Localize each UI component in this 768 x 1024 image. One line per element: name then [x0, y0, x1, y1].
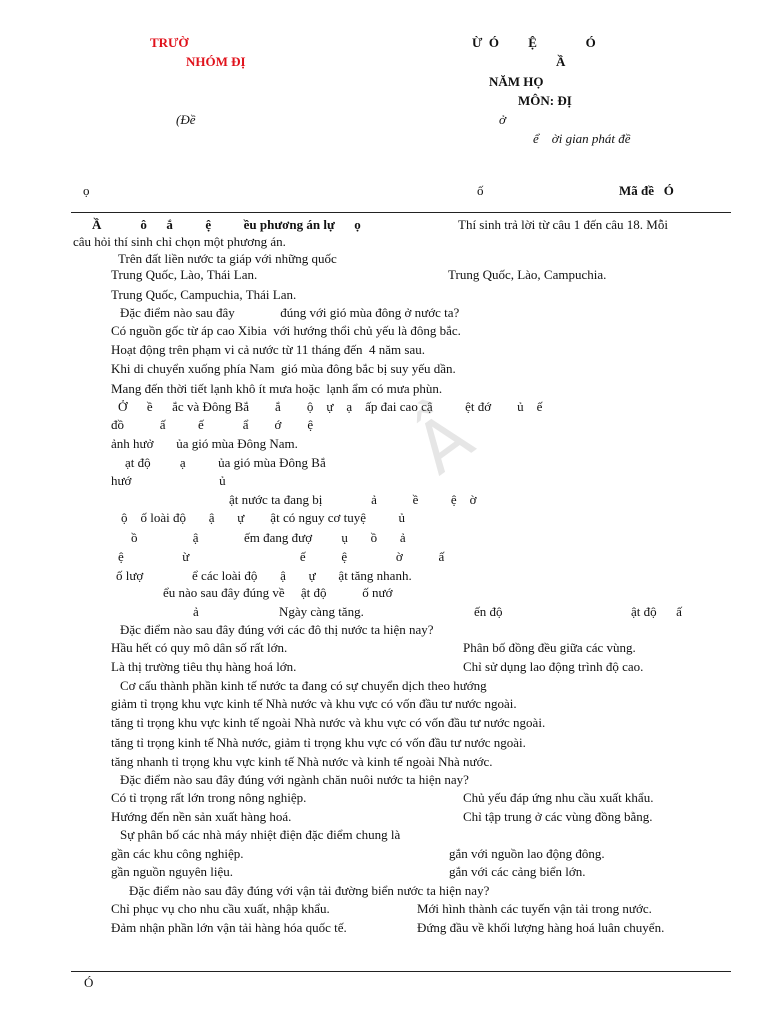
q1-stem: Trên đất liền nước ta giáp với những quốc — [118, 251, 337, 266]
q5-option-d: ật độ ấ — [631, 604, 682, 619]
q4-option-d: ố lượ ể các loài độ ậ ự ật tăng nhanh. — [116, 568, 412, 583]
q4-stem: ật nước ta đang bị ả ề ệ ờ — [229, 492, 477, 507]
q5-option-c: ến độ — [474, 604, 503, 619]
candidate-name-fragment: ọ — [83, 183, 90, 198]
header-divider — [71, 212, 731, 213]
footer-fragment: Ó — [84, 975, 94, 990]
q9-option-d: gắn với các cảng biển lớn. — [449, 864, 586, 879]
watermark-logo: Ầ — [400, 395, 488, 491]
q2-option-a: Có nguồn gốc từ áp cao Xibia với hướng thổi chủ yếu là đông bắc. — [111, 323, 461, 338]
q8-option-d: Chỉ tập trung ở các vùng đồng bằng. — [463, 809, 653, 824]
q6-option-a: Hầu hết có quy mô dân số rất lớn. — [111, 640, 288, 655]
q4-option-b: ồ ậ ếm đang đượ ụ ồ ả — [131, 530, 406, 545]
q1-option-a: Trung Quốc, Lào, Thái Lan. — [111, 267, 258, 282]
q4-option-c: ệ ừ ế ệ ờ ấ — [118, 549, 445, 564]
q2-option-b: Hoạt động trên phạm vi cả nước từ 11 tháng đến 4 năm sau. — [111, 342, 425, 357]
footer-divider — [71, 971, 731, 972]
q8-option-c: Hướng đến nền sản xuất hàng hoá. — [111, 809, 292, 824]
q6-stem: Đặc điểm nào sau đây đúng với các đô thị nước ta hiện nay? — [120, 622, 434, 637]
q6-option-c: Là thị trường tiêu thụ hàng hoá lớn. — [111, 659, 297, 674]
q6-option-b: Phân bố đồng đều giữa các vùng. — [463, 640, 636, 655]
q9-option-a: gần các khu công nghiệp. — [111, 846, 244, 861]
q5-option-a: ả — [193, 604, 199, 619]
q10-option-d: Đứng đầu về khối lượng hàng hoá luân chuyển. — [417, 920, 665, 935]
q3-stem-line2: đồ ấ ế ẩ ớ ệ — [111, 417, 314, 432]
exam-title-line2: Ầ — [556, 54, 566, 69]
q8-stem: Đặc điểm nào sau đây đúng với ngành chăn nuôi nước ta hiện nay? — [120, 772, 469, 787]
q2-stem: Đặc điểm nào sau đây đúng với gió mùa đông ở nước ta? — [120, 305, 460, 320]
q9-stem: Sự phân bố các nhà máy nhiệt điện đặc điểm chung là — [120, 827, 401, 842]
q10-option-a: Chỉ phục vụ cho nhu cầu xuất, nhập khẩu. — [111, 901, 330, 916]
q1-option-c: Trung Quốc, Campuchia, Thái Lan. — [111, 287, 297, 302]
part1-instruction-cont: câu hỏi thí sinh chỉ chọn một phương án. — [73, 234, 286, 249]
q10-option-b: Mới hình thành các tuyến vận tải trong nước. — [417, 901, 652, 916]
candidate-number-fragment: ố — [477, 183, 484, 198]
q3-option-c: hướ ủ — [111, 473, 226, 488]
q9-option-c: gần nguồn nguyên liệu. — [111, 864, 234, 879]
exam-title: Ừ Ó Ệ Ó — [472, 35, 596, 50]
q7-option-b: tăng tỉ trọng khu vực kinh tế ngoài Nhà nước và khu vực có vốn đầu tư nước ngoài. — [111, 715, 546, 730]
q4-option-a: ộ ố loài độ ậ ự ật có nguy cơ tuyệ ủ — [121, 510, 405, 525]
q7-stem: Cơ cấu thành phần kinh tế nước ta đang có sự chuyển dịch theo hướng — [120, 678, 487, 693]
q7-option-c: tăng tỉ trọng kinh tế Nhà nước, giảm tỉ trọng khu vực có vốn đầu tư nước ngoài. — [111, 735, 526, 750]
exam-note-left: (Đề — [176, 112, 196, 127]
q10-option-c: Đảm nhận phần lớn vận tải hàng hóa quốc tế. — [111, 920, 347, 935]
q7-option-d: tăng nhanh tỉ trọng khu vực kinh tế Nhà nước và kinh tế ngoài Nhà nước. — [111, 754, 493, 769]
q5-option-b: Ngày càng tăng. — [279, 604, 364, 619]
school-name: TRƯỜ — [150, 35, 189, 50]
part1-title: Ầ ô ắ ệ ều phương án lự ọ — [92, 217, 361, 232]
q9-option-b: gắn với nguồn lao động đông. — [449, 846, 605, 861]
q8-option-b: Chủ yếu đáp ứng nhu cầu xuất khẩu. — [463, 790, 654, 805]
q10-stem: Đặc điểm nào sau đây đúng với vận tải đường biển nước ta hiện nay? — [129, 883, 490, 898]
time-note: ể ời gian phát đề — [533, 131, 631, 146]
q2-option-d: Mang đến thời tiết lạnh khô ít mưa hoặc lạnh ẩm có mưa phùn. — [111, 381, 443, 396]
q2-option-c: Khi di chuyển xuống phía Nam gió mùa đông bắc bị suy yếu dần. — [111, 361, 456, 376]
exam-code: Mã đề Ó — [619, 183, 674, 198]
q3-option-a: ảnh hưở ủa gió mùa Đông Nam. — [111, 436, 298, 451]
q3-option-b: ạt độ ạ ủa gió mùa Đông Bắ — [125, 455, 326, 470]
q3-stem-line1: Ở ề ắc và Đông Bắ ắ ộ ự ạ ấp đai cao cậ ệt đớ ủ ế — [118, 399, 543, 414]
exam-note-right: ở — [499, 112, 506, 127]
q6-option-d: Chỉ sử dụng lao động trình độ cao. — [463, 659, 644, 674]
q8-option-a: Có tỉ trọng rất lớn trong nông nghiệp. — [111, 790, 307, 805]
group-name: NHÓM ĐỊ — [186, 54, 246, 69]
subject: MÔN: ĐỊ — [518, 93, 572, 108]
part1-instruction: Thí sinh trả lời từ câu 1 đến câu 18. Mỗi — [458, 217, 668, 232]
school-year: NĂM HỌ — [489, 74, 544, 89]
q7-option-a: giảm tỉ trọng khu vực kinh tế Nhà nước và khu vực có vốn đầu tư nước ngoài. — [111, 696, 517, 711]
q1-option-b: Trung Quốc, Lào, Campuchia. — [448, 267, 607, 282]
q5-stem: ểu nào sau đây đúng về ật độ ố nướ — [163, 585, 393, 600]
